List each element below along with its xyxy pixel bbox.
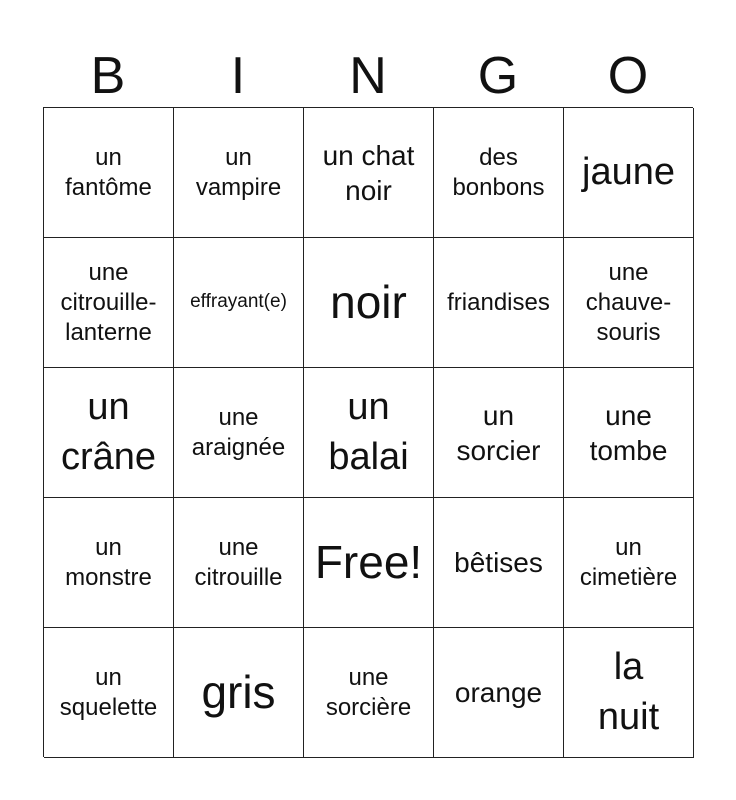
bingo-cell[interactable] <box>434 108 564 238</box>
cell-text: noir <box>330 275 407 328</box>
cell-text: jaune <box>582 150 675 193</box>
cell-text: un cimetière <box>579 533 678 591</box>
cell-text: bêtises <box>454 547 543 578</box>
cell-text: un vampire <box>195 143 282 201</box>
cell-text: un sorcier <box>456 399 541 466</box>
bingo-cell[interactable] <box>304 108 434 238</box>
cell-text: un crâne <box>60 386 157 478</box>
cell-text: une citrouille- lanterne <box>60 258 157 346</box>
bingo-cell[interactable] <box>434 368 564 498</box>
cell-text: une tombe <box>589 399 668 466</box>
cell-text: un fantôme <box>65 143 152 201</box>
bingo-cell[interactable] <box>304 368 434 498</box>
bingo-cell[interactable] <box>44 628 174 758</box>
bingo-cell[interactable] <box>174 368 304 498</box>
header-letter-b: B <box>90 47 126 105</box>
header-letter-g: G <box>477 47 519 105</box>
cell-text: effrayant(e) <box>190 291 287 313</box>
bingo-cell[interactable] <box>304 238 434 368</box>
bingo-cell[interactable] <box>174 238 304 368</box>
cell-text: un squelette <box>59 663 158 721</box>
cell-text: orange <box>454 677 543 708</box>
cell-text: la nuit <box>597 646 660 738</box>
bingo-cell[interactable] <box>304 628 434 758</box>
bingo-cell[interactable] <box>564 108 694 238</box>
free-space-text: Free! <box>314 535 423 588</box>
bingo-cell[interactable] <box>564 368 694 498</box>
cell-text: gris <box>201 665 276 718</box>
header-letter-i: I <box>230 47 246 105</box>
bingo-cell[interactable] <box>44 368 174 498</box>
header-letter-n: N <box>349 47 387 105</box>
bingo-cell[interactable] <box>174 108 304 238</box>
bingo-cell[interactable] <box>44 238 174 368</box>
cell-text: un balai <box>328 386 409 478</box>
bingo-cell[interactable] <box>44 498 174 628</box>
cell-text: un chat noir <box>322 139 415 206</box>
bingo-cell[interactable] <box>174 498 304 628</box>
bingo-cell-free[interactable] <box>304 498 434 628</box>
bingo-cell[interactable] <box>44 108 174 238</box>
bingo-cell[interactable] <box>434 628 564 758</box>
cell-text: une chauve- souris <box>585 258 672 346</box>
bingo-cell[interactable] <box>434 238 564 368</box>
cell-text: une sorcière <box>325 663 412 721</box>
cell-text: une araignée <box>191 403 286 461</box>
bingo-card-grid <box>43 107 693 757</box>
bingo-cell[interactable] <box>434 498 564 628</box>
header-letter-o: O <box>607 47 649 105</box>
bingo-cell[interactable] <box>174 628 304 758</box>
bingo-cell[interactable] <box>564 498 694 628</box>
cell-text: une citrouille <box>194 533 283 591</box>
cell-text: un monstre <box>65 533 152 591</box>
bingo-cell[interactable] <box>564 628 694 758</box>
bingo-cell[interactable] <box>564 238 694 368</box>
cell-text: friandises <box>447 288 550 316</box>
bingo-header <box>43 44 693 108</box>
cell-text: des bonbons <box>452 143 545 201</box>
